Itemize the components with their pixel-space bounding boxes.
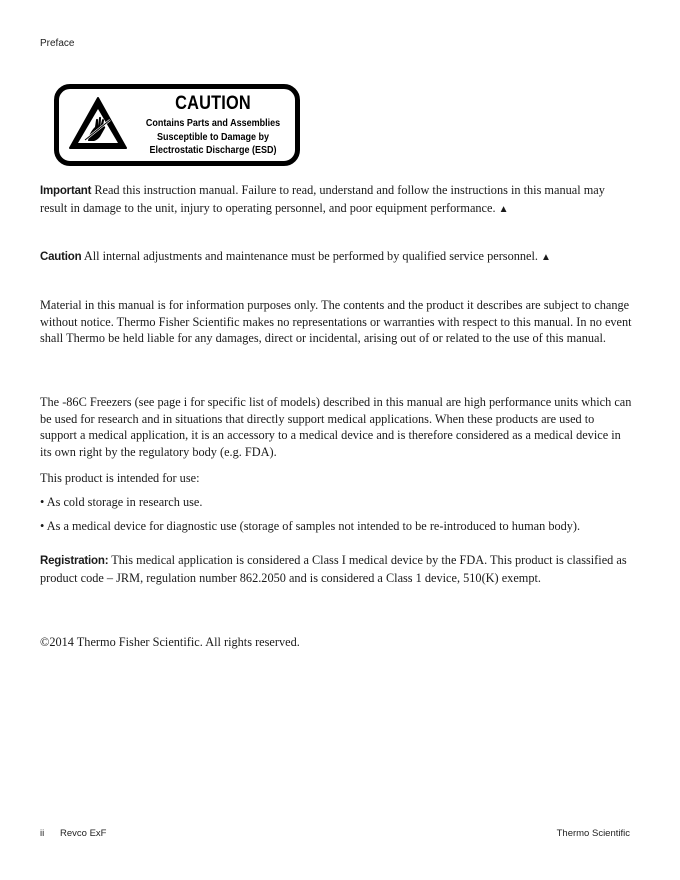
page-number: ii [40,828,45,839]
running-header: Preface [40,38,75,49]
medical-use-paragraph: The -86C Freezers (see page i for specific list of models) described in this manual are high performance units which can be used for research and in situations that directly support medical applications. When these products are used to support a medical application, it is an accessory to a medical device and is therefore considered as a medical device in its own right by the regulatory body (e.g. FDA). [40,395,632,459]
important-lead: Important [40,185,92,197]
caution-line: Electrostatic Discharge (ESD) [149,145,277,156]
caution-title: CAUTION [175,93,251,114]
caution-text: All internal adjustments and maintenance must be performed by qualified service personnel. [83,249,538,263]
esd-warning-icon [68,96,128,150]
caution-line: Contains Parts and Assemblies [145,118,281,129]
registration-paragraph [40,552,632,586]
disclaimer-paragraph: Material in this manual is for information purposes only. The contents and the product it describes are subject to change without notice. Thermo Fisher Scientific makes no representations or warranties with respect to this manual. In no event shall Thermo be held liable for any damages, direct or incidental, arising out of or related to the use of this manual. [40,298,632,346]
important-notice [40,182,632,218]
caution-lead: Caution [40,251,82,263]
footer-product: Revco ExF [60,828,107,839]
copyright-notice: ©2014 Thermo Fisher Scientific. All rights reserved. [40,635,300,649]
registration-lead: Registration: [40,555,109,567]
caution-line: Susceptible to Damage by [156,131,270,143]
important-text: Read this instruction manual. Failure to read, understand and follow the instructions in this manual may result in damage to the unit, injury to operating personnel, and poor equipment performance. [40,183,605,215]
caution-label [54,84,300,166]
intended-use-intro: This product is intended for use: [40,471,200,485]
end-marker: ▲ [541,252,551,263]
end-marker: ▲ [498,203,509,215]
list-item: • As a medical device for diagnostic use (storage of samples not intended to be re-introduced to human body). [40,519,581,533]
registration-text: This medical application is considered a Class I medical device by the FDA. This product is classified as product code – JRM, regulation number 862.2050 and is considered a Class 1 device, 510(K) exempt. [40,553,627,585]
list-item: • As cold storage in research use. [40,495,203,509]
caution-notice [40,248,632,267]
footer-brand: Thermo Scientific [556,828,630,839]
